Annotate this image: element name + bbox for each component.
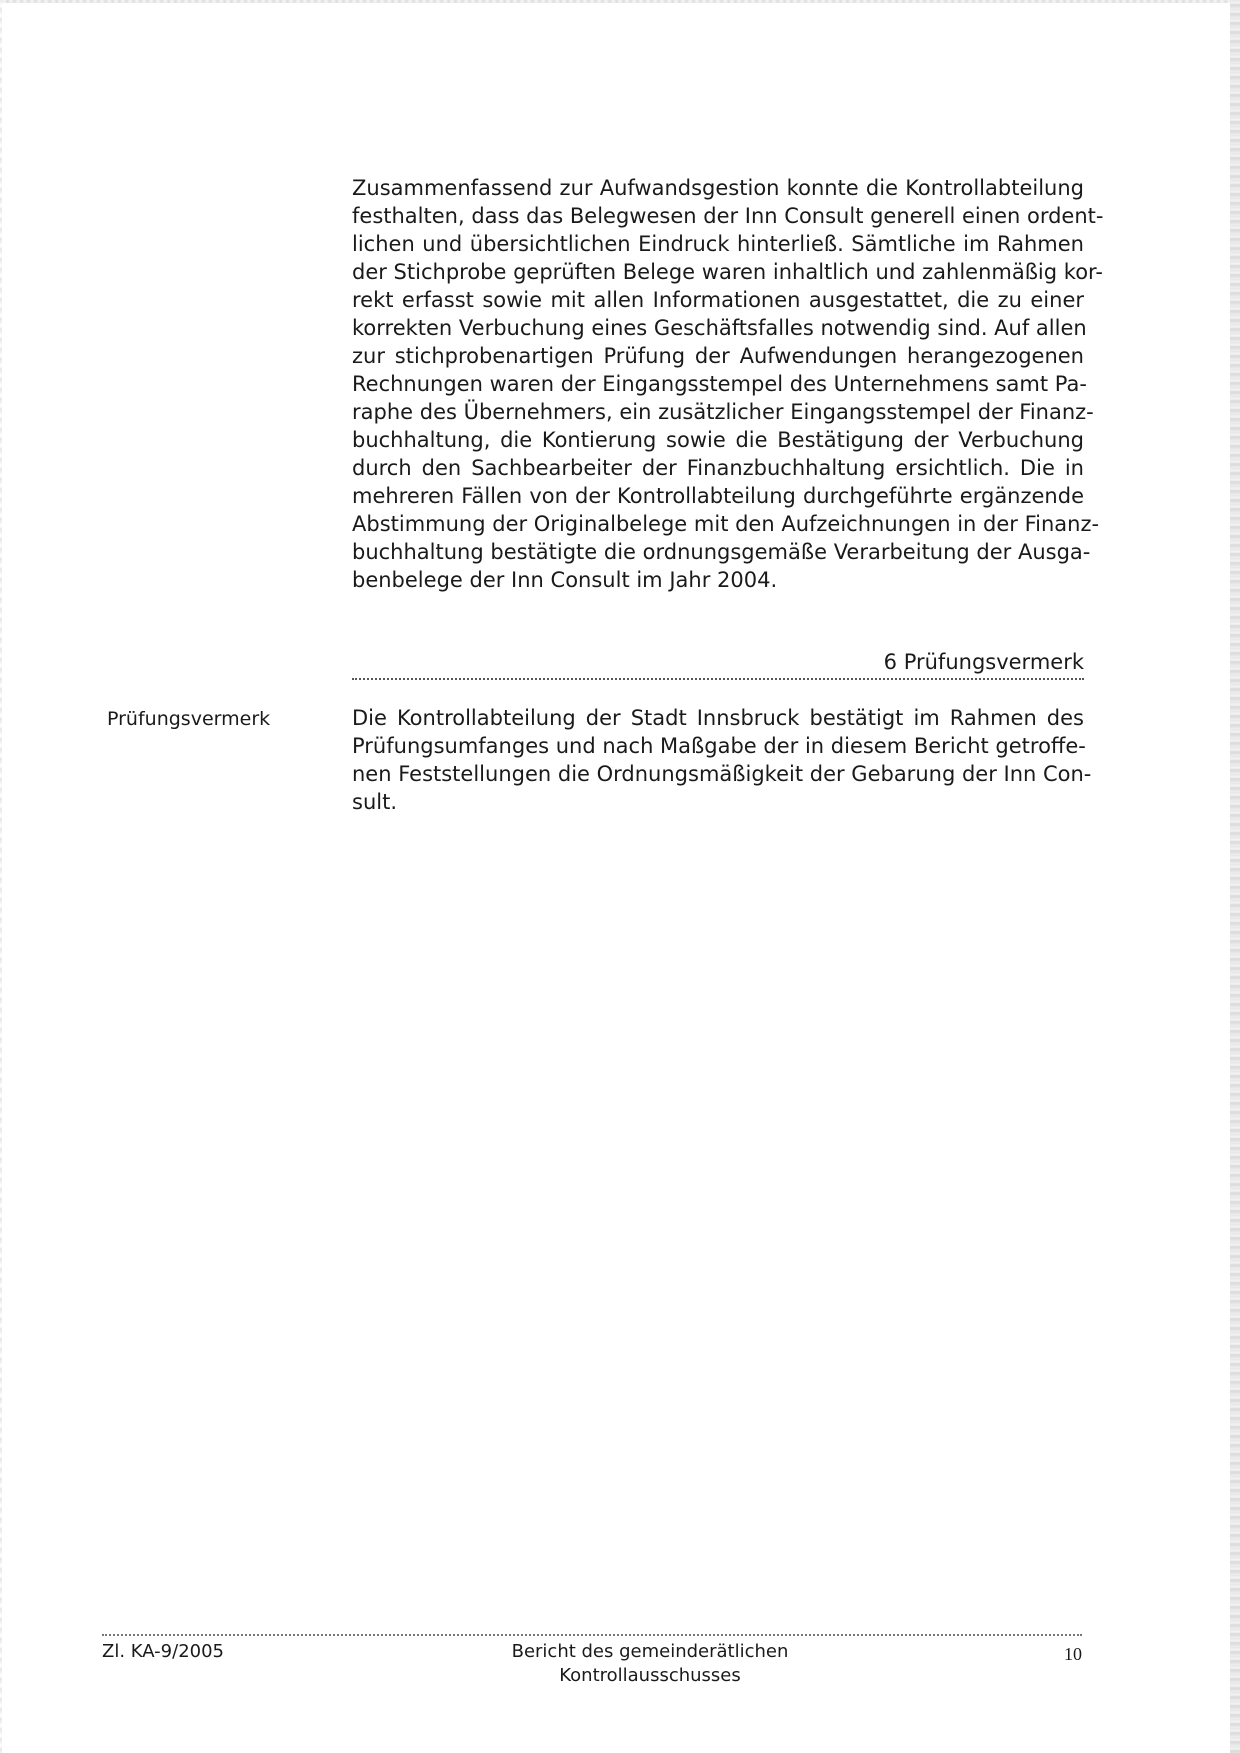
scan-edge-left (0, 0, 2, 1753)
scan-edge-right (1230, 0, 1240, 1753)
paragraph-line: festhalten, dass das Belegwesen der Inn Consult generell einen ordent- (352, 204, 1104, 228)
paragraph-line: buchhaltung bestätigte die ordnungsgemäße Verarbeitung der Ausga- (352, 540, 1091, 564)
paragraph-line: mehreren Fällen von der Kontrollabteilung durchgeführte ergänzende (352, 484, 1084, 508)
paragraph-line: Zusammenfassend zur Aufwandsgestion konnte die Kontrollabteilung (352, 176, 1084, 200)
section-divider (352, 678, 1084, 680)
footer-divider (102, 1634, 1082, 1636)
footer-title: Bericht des gemeinderätlichen Kontrollausschusses (511, 1641, 789, 1686)
paragraph-line: durch den Sachbearbeiter der Finanzbuchhaltung ersichtlich. Die in (352, 456, 1084, 480)
paragraph-line: lichen und übersichtlichen Eindruck hinterließ. Sämtliche im Rahmen (352, 232, 1084, 256)
paragraph-line: sult. (352, 790, 397, 814)
audit-opinion-paragraph (352, 704, 1092, 816)
paragraph-line: raphe des Übernehmers, ein zusätzlicher Eingangsstempel der Finanz- (352, 400, 1094, 424)
paragraph-line: korrekten Verbuchung eines Geschäftsfalles notwendig sind. Auf allen (352, 316, 1087, 340)
margin-label: Prüfungsvermerk (107, 708, 271, 730)
section-heading: 6 Prüfungsvermerk (883, 650, 1084, 674)
paragraph-line: Die Kontrollabteilung der Stadt Innsbruck bestätigt im Rahmen des (352, 706, 1084, 730)
paragraph-line: rekt erfasst sowie mit allen Informationen ausgestattet, die zu einer (352, 288, 1084, 312)
paragraph-line: benbelege der Inn Consult im Jahr 2004. (352, 568, 778, 592)
paragraph-line: der Stichprobe geprüften Belege waren inhaltlich und zahlenmäßig kor- (352, 260, 1103, 284)
page-number: 10 (1064, 1644, 1082, 1664)
scan-edge-top (0, 0, 1240, 3)
paragraph-line: nen Feststellungen die Ordnungsmäßigkeit der Gebarung der Inn Con- (352, 762, 1092, 786)
paragraph-line: Prüfungsumfanges und nach Maßgabe der in diesem Bericht getroffe- (352, 734, 1086, 758)
paragraph-line: buchhaltung, die Kontierung sowie die Bestätigung der Verbuchung (352, 428, 1084, 452)
paragraph-line: Abstimmung der Originalbelege mit den Aufzeichnungen in der Finanz- (352, 512, 1100, 536)
summary-paragraph (352, 174, 1104, 594)
paragraph-line: Rechnungen waren der Eingangsstempel des Unternehmens samt Pa- (352, 372, 1087, 396)
paragraph-line: zur stichprobenartigen Prüfung der Aufwendungen herangezogenen (352, 344, 1084, 368)
footer-reference: Zl. KA-9/2005 (102, 1641, 225, 1662)
